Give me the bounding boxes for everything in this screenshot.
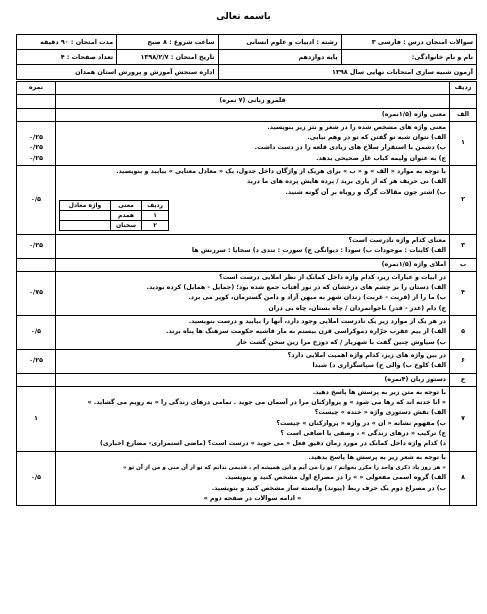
question-7-line: با توجه به متن زیر به پرسش ها پاسخ دهید. bbox=[312, 388, 446, 396]
exam-date: تاریخ امتحان : ۱۳۹۸/۲/۷ bbox=[117, 50, 218, 65]
field: رشته : ادبیات و علوم انسانی bbox=[218, 35, 341, 50]
question-4 bbox=[56, 271, 450, 315]
question-number: ۱ bbox=[450, 121, 477, 165]
question-1-scores bbox=[17, 121, 56, 165]
question-1-line: ب) دشمن با استقرار سلاح های زیادی قلعه را در دست داشت. bbox=[254, 144, 446, 152]
answer-cell[interactable] bbox=[60, 220, 111, 230]
score: ۰/۵ bbox=[17, 166, 56, 235]
score: ۰/۵ bbox=[17, 451, 56, 505]
mini-cell: سخنان bbox=[111, 220, 142, 230]
page-title: باسمه تعالی bbox=[216, 12, 271, 22]
page-count: تعداد صفحات : ۴ bbox=[17, 50, 117, 65]
question-5-line: در هر یک از موارد زیر یک نادرست املایی وجود دارد، آنها را بیابید و درست بنویسید. bbox=[188, 318, 446, 326]
question-5 bbox=[56, 316, 450, 350]
exam-header bbox=[16, 34, 477, 80]
question-number: ۶ bbox=[450, 349, 477, 373]
question-8-line: ب) در مصراع دوم یک حرف ربط (پیوند) وابسته ساز مشخص کنید و بنویسید. bbox=[211, 484, 446, 492]
score: ۱ bbox=[17, 386, 56, 451]
question-number: ۷ bbox=[450, 386, 477, 451]
grammar-heading: دستور زبان (۴نمره) bbox=[56, 373, 450, 386]
question-4-line: ج) دام (غدر - قدر) ناجوانمردان / چاه بستان، چاه بی دران bbox=[268, 304, 446, 312]
vocab-heading: معنی واژه (۱/۵نمره) bbox=[56, 108, 450, 121]
question-1-line: معنی واژه های مشخص شده را در شعر و نثر زیر بنویسید. bbox=[267, 123, 446, 131]
score: ۰/۲۵ bbox=[29, 134, 43, 142]
score: ۰/۲۵ bbox=[29, 154, 43, 162]
section-letter: ب bbox=[450, 258, 477, 271]
mini-cell: ۲ bbox=[142, 220, 169, 230]
continue-note: « ادامه سوالات در صفحه دوم » bbox=[203, 494, 302, 502]
question-3-options: الف) کاینات : موجودات ب) سودا : دیوانگی ج) سورت : تندی د) سجایا : سرزنش ها bbox=[191, 247, 446, 255]
question-number: ۲ bbox=[450, 166, 477, 235]
question-number: ۸ bbox=[450, 451, 477, 505]
question-8-line: « هر روز یاد ذکری واحد را مکرر بخوانم / تو را می آیم و این همیشه ام ، قدیمی ندانم که تو از آن منی و من از آن تو » bbox=[123, 464, 446, 471]
equivalent-word-table bbox=[59, 200, 169, 231]
column-score-header: نمره bbox=[17, 82, 56, 95]
start-time: ساعت شروع : ۸ صبح bbox=[117, 35, 218, 50]
question-2 bbox=[56, 166, 450, 235]
question-2-line: با توجه به موارد « الف » و « ب » برای هریک از واژگان داخل جدول، یک « معادل معنایی » بیابید و بنویسید. bbox=[116, 168, 446, 176]
subject: سوالات امتحان درس : فارسی ۳ bbox=[341, 35, 476, 50]
answer-cell[interactable] bbox=[60, 210, 111, 220]
column-row-header: ردیف bbox=[450, 82, 477, 95]
question-6-options: الف) کلوخ ب) والی ج) سپاسگزاری د) شبدا bbox=[312, 362, 446, 370]
question-1 bbox=[56, 121, 450, 165]
question-6-line: در بین واژه های زیر، کدام واژه اهمیت املایی دارد؟ bbox=[287, 351, 446, 359]
mini-header: واژه معادل bbox=[60, 200, 111, 210]
question-5-line: الف) از بیم عقرب جرّاره دموکراسی قرن بیستم به مار قاشیه حکومت سرهنگ ها پناه برند. bbox=[166, 328, 446, 336]
question-8 bbox=[56, 451, 450, 505]
mini-cell: همدم bbox=[111, 210, 142, 220]
duration: مدت امتحان : ۹۰ دقیقه bbox=[17, 35, 117, 50]
question-5-line: ب) سیاوش چنین گفت با شهریار / که دوزخ مرا زین سخن گشت خار bbox=[236, 338, 446, 346]
score: ۰/۷۵ bbox=[17, 271, 56, 315]
section-letter: الف bbox=[450, 108, 477, 121]
student-name: نام و نام خانوادگی: bbox=[341, 50, 476, 65]
spelling-heading: املای واژه (۱/۵نمره) bbox=[56, 258, 450, 271]
question-7-line: د) کدام واژه داخل کمانک در مورد زمان دقیق فعل « می جوید » درست است؟ (ماضی استمراری- مضارع اخباری) bbox=[100, 440, 446, 448]
office-name: اداره سنجش آموزش و پرورش استان همدان bbox=[17, 65, 219, 80]
question-2-line: الف) نی حریف هر که از یاری برید / پرده هایش پرده های ما درید bbox=[247, 178, 446, 186]
question-3-line: معنای کدام واژه نادرست است؟ bbox=[348, 236, 446, 244]
question-4-line: ب) ما را از (قربت - غربت) زندان شهر به میهن آزاد و دامن گسترمان، کوپر می برد. bbox=[188, 294, 446, 302]
section-letter: ج bbox=[450, 373, 477, 386]
question-8-line: با توجه به شعر زیر به پرسش ها پاسخ بدهید. bbox=[308, 453, 446, 461]
mock-exam-title: آزمون شبیه سازی امتحانات نهایی سال ۱۳۹۸ bbox=[218, 65, 476, 80]
grade: پایه دوازدهم bbox=[218, 50, 341, 65]
section-language-heading: قلمرو زبانی (۷ نمره) bbox=[56, 95, 450, 108]
score: ۰/۲۵ bbox=[17, 234, 56, 258]
question-3 bbox=[56, 234, 450, 258]
mini-cell: ۱ bbox=[142, 210, 169, 220]
mini-header: معنی bbox=[111, 200, 142, 210]
column-question-header bbox=[56, 82, 450, 95]
question-1-line: الف) نتوان شبه تو گفتن که تو در وهم نیایی. bbox=[307, 134, 446, 142]
mini-header: ردیف bbox=[142, 200, 169, 210]
question-7 bbox=[56, 386, 450, 451]
question-7-line: ج) ترکیب « درهای زندگی » ، وصفی یا اضافی است ؟ bbox=[280, 430, 446, 438]
question-2-line: ب) اشتر چون مقالات گرگ و روباه بر آن گونه شنید. bbox=[285, 188, 446, 196]
question-6 bbox=[56, 349, 450, 373]
question-4-line: در ابیات و عبارات زیر، کدام واژه داخل کمانک از نظر املایی درست است؟ bbox=[219, 273, 446, 281]
questions-table bbox=[16, 81, 477, 506]
question-7-line: الف) نقش دستوری واژه « خنده » چیست؟ bbox=[314, 409, 446, 417]
question-1-line: ج) به عنوان ولیمه کباب غاز صحیحی بدهد. bbox=[316, 154, 446, 162]
question-7-line: ب) مفهوم نشانه « ان » در واژه « پروازکنان » چیست؟ bbox=[276, 419, 446, 427]
score: ۰/۲۵ bbox=[29, 144, 43, 152]
question-7-line: « انا خدته اند که رها می شود » و پروازکنان مرا در آسمان می جوید . تمامی درهای زندگی را » به رویم می گشاید. » bbox=[87, 399, 446, 407]
question-number: ۴ bbox=[450, 271, 477, 315]
question-8-line: الف) گروه اسمی مفعولی « » را در مصراع اول مشخص کنید و بنویسید. bbox=[224, 474, 446, 482]
question-4-line: الف) دستان را بر چشم های درخشان که در نور آفتاب جمع شده بود؛ (حمایل - همایل) کرده بودید. bbox=[146, 284, 446, 292]
score: ۰/۲۵ bbox=[17, 349, 56, 373]
score: ۰/۵ bbox=[17, 316, 56, 350]
question-number: ۵ bbox=[450, 316, 477, 350]
question-number: ۳ bbox=[450, 234, 477, 258]
